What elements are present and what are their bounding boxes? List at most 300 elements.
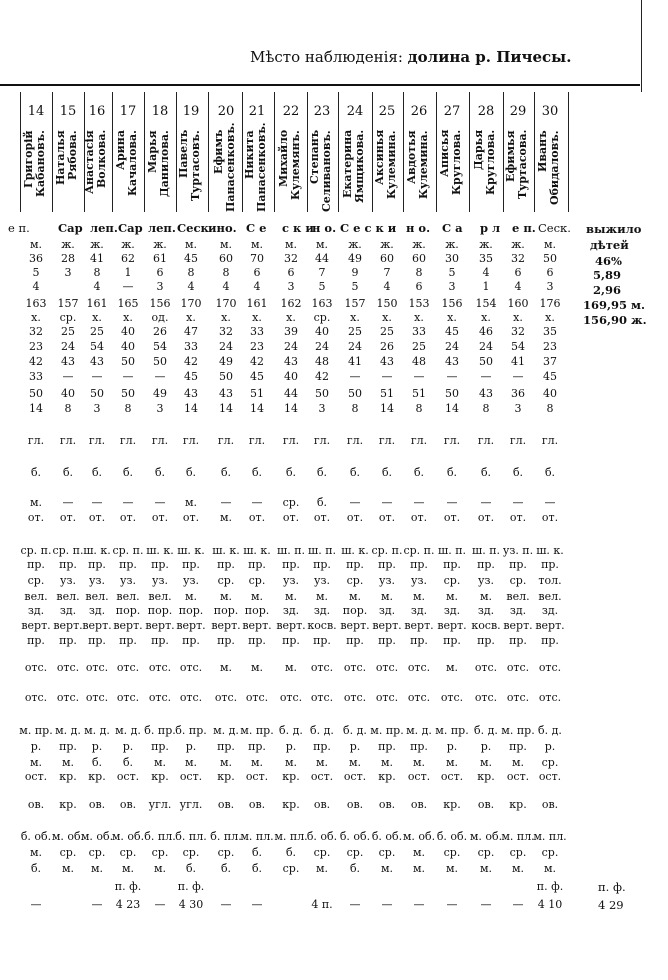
table-cell: 170 xyxy=(215,297,237,310)
column-divider xyxy=(274,92,275,212)
table-cell: 50 xyxy=(445,387,459,400)
table-cell: верт. xyxy=(145,619,175,632)
table-cell: 62 xyxy=(121,252,135,265)
table-cell: 44 xyxy=(315,252,329,265)
table-cell: 14 xyxy=(219,402,233,415)
table-cell: от. xyxy=(378,511,396,524)
table-cell: 50 xyxy=(121,387,135,400)
table-cell: ост. xyxy=(116,770,140,783)
table-cell: от. xyxy=(282,511,300,524)
table-cell: верт. xyxy=(21,619,51,632)
table-cell: 153 xyxy=(408,297,430,310)
table-cell: х. xyxy=(382,311,392,324)
table-cell: — xyxy=(91,370,103,383)
table-cell: м. об. xyxy=(469,830,503,843)
table-cell: б. пл. xyxy=(210,830,242,843)
column-number: 17 xyxy=(119,104,137,119)
table-cell: х. xyxy=(123,311,133,324)
table-cell: х. xyxy=(545,311,555,324)
table-cell: ов. xyxy=(313,798,331,811)
table-cell: 25 xyxy=(90,325,104,338)
table-cell: 4 30 xyxy=(178,898,204,911)
table-cell: 42 xyxy=(29,355,43,368)
table-cell: ж. xyxy=(348,238,362,251)
table-cell: ср. xyxy=(477,846,495,859)
table-cell: от. xyxy=(59,511,77,524)
table-cell: б. xyxy=(316,496,328,509)
table-cell: 51 xyxy=(250,387,264,400)
table-cell: б. д. xyxy=(538,724,562,737)
table-cell: — xyxy=(446,898,458,911)
title-place: долина р. Пичесы. xyxy=(407,48,572,66)
table-cell: 161 xyxy=(246,297,268,310)
table-cell: 37 xyxy=(543,355,557,368)
column-number: 28 xyxy=(477,104,495,119)
table-cell: пр. xyxy=(119,634,137,647)
column-number: 29 xyxy=(509,104,527,119)
column-number: 21 xyxy=(248,104,266,119)
table-cell: 4 xyxy=(253,280,261,293)
table-cell: пр. xyxy=(182,634,200,647)
column-divider xyxy=(338,92,339,212)
table-cell: б. д. xyxy=(343,724,367,737)
table-cell: пр. xyxy=(509,634,527,647)
table-cell: м. xyxy=(219,661,233,674)
table-cell: м. xyxy=(284,756,298,769)
table-cell: 24 xyxy=(315,340,329,353)
table-cell: 170 xyxy=(180,297,202,310)
table-cell: 154 xyxy=(475,297,497,310)
table-cell: кр. xyxy=(509,798,527,811)
table-cell: отс. xyxy=(474,691,498,704)
table-cell: 43 xyxy=(184,387,198,400)
table-cell: б. пл. xyxy=(175,830,207,843)
table-cell: ов. xyxy=(248,798,266,811)
table-cell: пр. xyxy=(151,634,169,647)
table-cell: — xyxy=(480,370,492,383)
table-cell: пр. xyxy=(313,740,331,753)
group-label: р л xyxy=(480,221,501,235)
table-cell: 156 xyxy=(441,297,463,310)
table-cell: м. об. xyxy=(51,830,85,843)
table-cell: вел. xyxy=(506,590,530,603)
table-cell: ср. xyxy=(346,846,364,859)
table-cell: ов. xyxy=(27,798,45,811)
table-cell: гл. xyxy=(282,434,300,447)
table-cell: зд. xyxy=(282,604,300,617)
table-cell: 14 xyxy=(29,402,43,415)
table-cell: верт. xyxy=(176,619,206,632)
table-cell: гл. xyxy=(248,434,266,447)
table-cell: 6 xyxy=(253,266,261,279)
table-cell: 46 xyxy=(479,325,493,338)
table-cell: ср. xyxy=(509,574,527,587)
table-cell: угл. xyxy=(179,798,203,811)
table-cell: ср. xyxy=(217,574,235,587)
table-cell: м. д. xyxy=(406,724,432,737)
table-cell: 6 xyxy=(514,266,522,279)
table-cell: пр. xyxy=(509,558,527,571)
table-cell: х. xyxy=(513,311,523,324)
table-cell: х. xyxy=(447,311,457,324)
table-cell: ср. xyxy=(378,846,396,859)
table-cell: отс. xyxy=(407,661,431,674)
table-cell: 28 xyxy=(61,252,75,265)
table-cell: 43 xyxy=(219,387,233,400)
table-cell: пр. xyxy=(88,558,106,571)
table-cell: б. xyxy=(154,466,166,479)
table-cell: гл. xyxy=(477,434,495,447)
table-cell: б. об. xyxy=(436,830,468,843)
group-label: Сеск xyxy=(177,221,209,235)
table-cell: верт. xyxy=(340,619,370,632)
table-cell: — xyxy=(544,496,556,509)
table-cell: 50 xyxy=(219,370,233,383)
table-cell: 8 xyxy=(482,402,490,415)
table-cell: — xyxy=(349,898,361,911)
table-cell: 54 xyxy=(153,340,167,353)
table-cell: 43 xyxy=(479,387,493,400)
table-cell: 14 xyxy=(184,402,198,415)
column-number: 23 xyxy=(313,104,331,119)
table-cell: м. xyxy=(219,238,233,251)
table-cell: 39 xyxy=(284,325,298,338)
table-cell: ш. к. xyxy=(177,544,205,557)
table-cell: пр. xyxy=(88,634,106,647)
table-cell: 5 xyxy=(32,266,40,279)
table-cell: м. xyxy=(511,862,525,875)
table-cell: 61 xyxy=(153,252,167,265)
table-cell: 45 xyxy=(184,370,198,383)
table-cell: 50 xyxy=(315,387,329,400)
table-cell: гл. xyxy=(378,434,396,447)
table-cell: от. xyxy=(27,511,45,524)
table-cell: уз. xyxy=(152,574,168,587)
table-cell: р. xyxy=(446,740,458,753)
table-cell: от. xyxy=(346,511,364,524)
table-cell: пр. xyxy=(378,740,396,753)
table-cell: 36 xyxy=(511,387,525,400)
table-cell: б. xyxy=(122,756,134,769)
table-cell: б. xyxy=(30,862,42,875)
table-cell: 25 xyxy=(348,325,362,338)
table-cell: ж. xyxy=(445,238,459,251)
table-cell: 4 23 xyxy=(115,898,141,911)
table-cell: ср. xyxy=(27,574,45,587)
table-cell: м. xyxy=(29,846,43,859)
table-cell: 3 xyxy=(514,402,522,415)
table-cell: х. xyxy=(221,311,231,324)
table-cell: м. xyxy=(219,511,233,524)
table-cell: м. д. xyxy=(115,724,141,737)
table-cell: 3 xyxy=(156,280,164,293)
table-cell: гл. xyxy=(509,434,527,447)
table-cell: 23 xyxy=(543,340,557,353)
column-divider xyxy=(208,92,209,212)
column-divider xyxy=(469,92,470,212)
table-cell: отс. xyxy=(279,691,303,704)
table-cell: 24 xyxy=(445,340,459,353)
table-cell: ср. п. xyxy=(52,544,84,557)
column-names: Наталья Рябова. xyxy=(54,130,79,185)
column-divider xyxy=(568,92,569,212)
table-cell: б. xyxy=(62,466,74,479)
table-cell: — xyxy=(512,496,524,509)
table-cell: ж. xyxy=(380,238,394,251)
column-number: 24 xyxy=(346,104,364,119)
table-cell: 25 xyxy=(61,325,75,338)
table-cell: 8 xyxy=(93,266,101,279)
table-cell: верт. xyxy=(372,619,402,632)
table-cell: м. xyxy=(412,862,426,875)
table-cell: — xyxy=(413,370,425,383)
table-cell: пр. xyxy=(217,634,235,647)
table-cell: 45 xyxy=(184,252,198,265)
table-cell: отс. xyxy=(407,691,431,704)
column-number: 20 xyxy=(217,104,235,119)
table-cell: — xyxy=(62,496,74,509)
table-cell: ов. xyxy=(410,798,428,811)
table-cell: 33 xyxy=(250,325,264,338)
table-cell: ж. xyxy=(153,238,167,251)
table-cell: м. xyxy=(184,238,198,251)
table-cell: — xyxy=(381,370,393,383)
right-border xyxy=(641,0,642,92)
table-cell: 157 xyxy=(57,297,79,310)
table-cell: зд. xyxy=(27,604,45,617)
table-cell: м. xyxy=(511,756,525,769)
table-cell: м. xyxy=(315,590,329,603)
table-cell: угл. xyxy=(148,798,172,811)
table-cell: м. xyxy=(250,238,264,251)
table-cell: — xyxy=(122,370,134,383)
table-cell: 49 xyxy=(219,355,233,368)
table-cell: м. xyxy=(479,590,493,603)
table-cell: 23 xyxy=(250,340,264,353)
column-names: Аписья Круглова. xyxy=(438,130,463,196)
group-label: леп. xyxy=(148,221,176,235)
table-cell: 51 xyxy=(412,387,426,400)
table-cell: отс. xyxy=(440,691,464,704)
table-cell: ов. xyxy=(378,798,396,811)
table-cell: — xyxy=(413,496,425,509)
table-cell: ср. п. xyxy=(112,544,144,557)
table-cell: 47 xyxy=(184,325,198,338)
table-cell: 4 п. xyxy=(311,898,333,911)
table-cell: 40 xyxy=(121,340,135,353)
table-cell: 24 xyxy=(284,340,298,353)
table-cell: отс. xyxy=(343,691,367,704)
table-cell: ш. к. xyxy=(212,544,240,557)
table-cell: б. xyxy=(349,466,361,479)
table-cell: 41 xyxy=(348,355,362,368)
table-cell: м. xyxy=(543,238,557,251)
table-cell: отс. xyxy=(148,661,172,674)
table-cell: ср. xyxy=(509,846,527,859)
table-cell: 60 xyxy=(219,252,233,265)
table-cell: от. xyxy=(541,511,559,524)
table-cell: 50 xyxy=(153,355,167,368)
group-label: ино. xyxy=(208,221,237,235)
summary-survived: выжило xyxy=(586,222,642,236)
table-cell: отс. xyxy=(24,691,48,704)
table-cell: 50 xyxy=(479,355,493,368)
table-cell: 8 xyxy=(187,266,195,279)
table-cell: гл. xyxy=(410,434,428,447)
table-cell: 163 xyxy=(311,297,333,310)
table-cell: б. д. xyxy=(474,724,498,737)
table-cell: пор. xyxy=(342,604,368,617)
table-cell: отс. xyxy=(116,691,140,704)
table-cell: м. пр. xyxy=(240,724,274,737)
table-cell: м. xyxy=(29,496,43,509)
table-cell: м. xyxy=(29,756,43,769)
table-cell: пр. xyxy=(313,558,331,571)
table-cell: — xyxy=(512,370,524,383)
table-cell: м. xyxy=(61,862,75,875)
table-cell: п. ф. xyxy=(536,880,564,893)
table-cell: пр. xyxy=(378,558,396,571)
table-cell: зд. xyxy=(313,604,331,617)
table-cell: ост. xyxy=(24,770,48,783)
table-cell: 8 xyxy=(415,402,423,415)
table-cell: 49 xyxy=(153,387,167,400)
page-title xyxy=(250,48,571,66)
table-cell: б. пл. xyxy=(144,830,176,843)
table-cell: 4 xyxy=(222,280,230,293)
table-cell: 156 xyxy=(149,297,171,310)
group-label: С а xyxy=(442,221,463,235)
table-cell: ср. xyxy=(119,846,137,859)
table-cell: 4 xyxy=(514,280,522,293)
table-cell: верт. xyxy=(437,619,467,632)
table-cell: ш. к. xyxy=(243,544,271,557)
table-cell: 40 xyxy=(284,370,298,383)
table-cell: пр. xyxy=(313,634,331,647)
table-cell: отс. xyxy=(116,661,140,674)
column-names: Дарья Круглова. xyxy=(472,130,497,196)
table-cell: 50 xyxy=(348,387,362,400)
table-cell: ж. xyxy=(61,238,75,251)
table-cell: б. д. xyxy=(310,724,334,737)
table-cell: 7 xyxy=(383,266,391,279)
table-cell: пор. xyxy=(178,604,204,617)
table-cell: м. xyxy=(412,590,426,603)
table-cell: 162 xyxy=(280,297,302,310)
table-cell: м. пр. xyxy=(370,724,404,737)
table-cell: б. xyxy=(91,756,103,769)
table-cell: отс. xyxy=(245,691,269,704)
table-cell: 160 xyxy=(507,297,529,310)
table-cell: 3 xyxy=(64,266,72,279)
table-cell: 40 xyxy=(121,325,135,338)
table-cell: ж. xyxy=(412,238,426,251)
table-cell: 150 xyxy=(376,297,398,310)
table-cell: уз. xyxy=(120,574,136,587)
table-cell: кр. xyxy=(88,770,106,783)
table-cell: — xyxy=(480,496,492,509)
group-label: С е xyxy=(246,221,267,235)
column-number: 19 xyxy=(182,104,200,119)
table-cell: уз. xyxy=(89,574,105,587)
table-cell: от. xyxy=(182,511,200,524)
table-cell: м. xyxy=(348,756,362,769)
table-cell: пр. xyxy=(248,558,266,571)
column-names: Ефимъ Панасенковъ. xyxy=(212,122,237,212)
table-cell: ш. к. xyxy=(536,544,564,557)
table-cell: 49 xyxy=(348,252,362,265)
table-cell: м. xyxy=(380,756,394,769)
table-cell: 51 xyxy=(380,387,394,400)
table-cell: уз. xyxy=(283,574,299,587)
table-cell: верт. xyxy=(404,619,434,632)
table-cell: пр. xyxy=(217,740,235,753)
table-cell: кр. xyxy=(59,798,77,811)
table-cell: гл. xyxy=(27,434,45,447)
column-number: 25 xyxy=(378,104,396,119)
table-cell: вел. xyxy=(85,590,109,603)
group-label: леп. xyxy=(90,221,118,235)
title-prefix: Мѣсто наблюденія: xyxy=(250,48,403,66)
table-cell: 41 xyxy=(511,355,525,368)
table-cell: пр. xyxy=(477,634,495,647)
table-cell: б. об. xyxy=(20,830,52,843)
column-names: Авдотья Кулемина. xyxy=(405,130,430,199)
table-cell: — xyxy=(30,898,42,911)
table-cell: 4 10 xyxy=(537,898,563,911)
table-cell: р. xyxy=(285,740,297,753)
table-cell: б. xyxy=(122,466,134,479)
table-cell: б. пр. xyxy=(144,724,176,737)
table-cell: гл. xyxy=(541,434,559,447)
table-cell: 3 xyxy=(546,280,554,293)
table-cell: б. xyxy=(251,846,263,859)
table-cell: м. xyxy=(445,590,459,603)
table-cell: 42 xyxy=(184,355,198,368)
table-cell: 40 xyxy=(315,325,329,338)
table-cell: м. пл. xyxy=(501,830,535,843)
table-cell: — xyxy=(251,898,263,911)
table-cell: пр. xyxy=(151,558,169,571)
table-cell: ср. xyxy=(443,846,461,859)
table-cell: пор. xyxy=(147,604,173,617)
table-cell: 35 xyxy=(543,325,557,338)
table-cell: ср. xyxy=(313,846,331,859)
table-cell: м. об. xyxy=(111,830,145,843)
table-cell: от. xyxy=(88,511,106,524)
table-cell: уз. xyxy=(60,574,76,587)
table-cell: от. xyxy=(509,511,527,524)
table-cell: б. д. xyxy=(279,724,303,737)
column-number: 16 xyxy=(88,104,106,119)
table-cell: ср. п. xyxy=(403,544,435,557)
table-cell: 14 xyxy=(250,402,264,415)
table-cell: 4 xyxy=(32,280,40,293)
group-label: е п. xyxy=(8,221,30,235)
table-cell: 6 xyxy=(156,266,164,279)
table-cell: вел. xyxy=(148,590,172,603)
table-cell: 45 xyxy=(445,325,459,338)
column-number: 30 xyxy=(541,104,559,119)
table-cell: 8 xyxy=(546,402,554,415)
table-cell: б. об. xyxy=(339,830,371,843)
table-cell: 26 xyxy=(153,325,167,338)
table-cell: б. xyxy=(185,862,197,875)
table-cell: отс. xyxy=(343,661,367,674)
column-names: Григорій Кабановъ. xyxy=(22,130,47,197)
table-cell: кр. xyxy=(59,770,77,783)
table-cell: м. xyxy=(445,756,459,769)
